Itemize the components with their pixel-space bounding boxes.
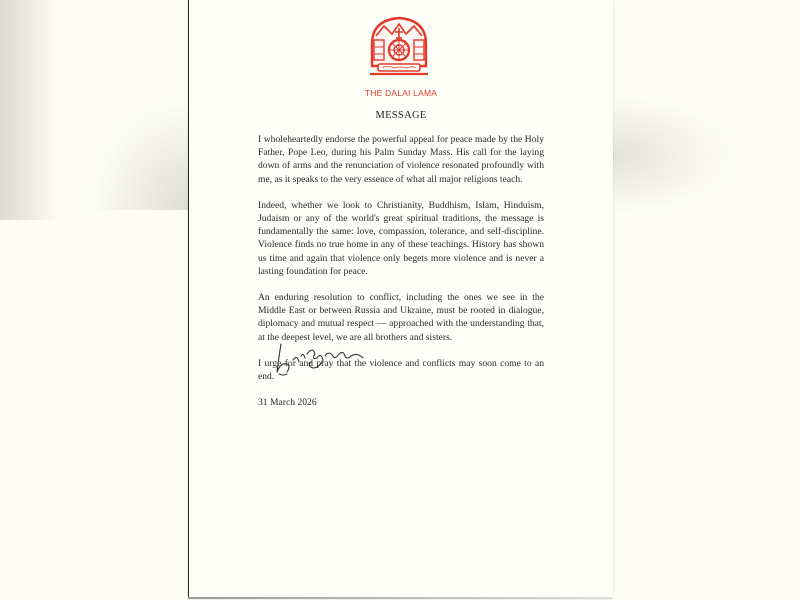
signature-icon: [271, 338, 381, 378]
paragraph: An enduring resolution to conflict, including the ones we see in the Middle East or between Russia and Ukraine, must be rooted in dialogue, diplomacy and mutual respect — approached with the understanding that, at the deepest level, we are all brothers and sisters.: [258, 292, 544, 343]
background-shadow: [612, 95, 732, 215]
emblem-seal-icon: [366, 14, 432, 80]
paragraph: I urge for and pray that the violence and conflicts may soon come to an end.: [258, 357, 544, 383]
background-shadow: [90, 100, 188, 210]
letter-date: 31 March 2026: [258, 397, 317, 408]
paragraph: Indeed, whether we look to Christianity, Buddhism, Islam, Hinduism, Judaism or any of the world's great spiritual traditions, the message is fundamentally the same: love, compassion, tolerance, and self-discipline. Violence finds no true home in any of these teachings. History has shown us time and again that violence only begets more violence and is never a lasting foundation for peace.: [258, 199, 544, 277]
organization-name: THE DALAI LAMA: [364, 88, 438, 98]
letter-page: [188, 0, 613, 598]
page-bottom-edge: [188, 597, 612, 599]
background-shadow: [0, 0, 60, 220]
paragraph: I wholeheartedly endorse the powerful appeal for peace made by the Holy Father, Pope Leo, during his Palm Sunday Mass. His call for the laying down of arms and the renunciation of violence resonated profoundly with me, as it speaks to the very essence of what all major religions teach.: [258, 134, 544, 185]
document-title: MESSAGE: [375, 110, 427, 121]
